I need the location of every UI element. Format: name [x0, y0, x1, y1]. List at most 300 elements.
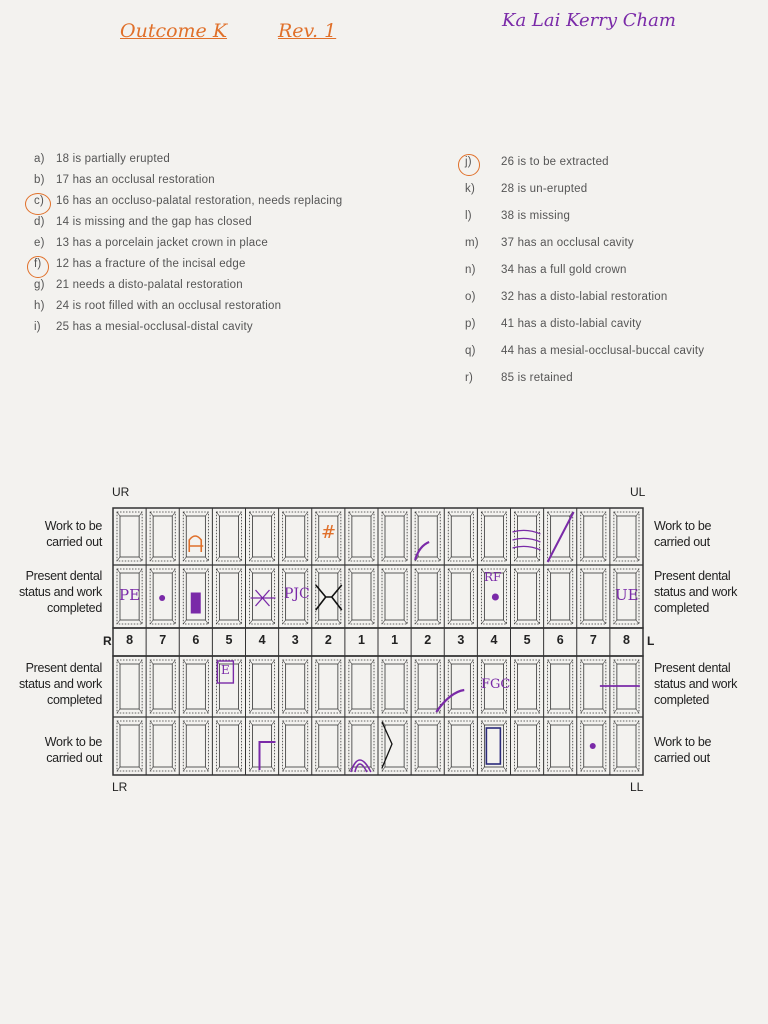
tooth-surface-line	[305, 721, 308, 725]
tooth-surface-line	[205, 767, 208, 771]
tooth-surface-line	[183, 512, 186, 516]
tooth-surface-line	[239, 512, 242, 516]
tooth-surface-line	[305, 569, 308, 573]
tooth-occlusal	[286, 516, 305, 557]
tooth-surface	[150, 660, 175, 713]
tooth-occlusal	[319, 573, 338, 620]
tooth-surface	[117, 660, 142, 713]
tooth-surface-line	[537, 569, 540, 573]
tooth-surface	[581, 660, 606, 713]
tooth-surface-line	[239, 709, 242, 713]
tooth-surface-line	[636, 660, 639, 664]
tooth-surface-line	[316, 620, 319, 624]
tooth-surface	[316, 660, 341, 713]
tooth-surface-line	[448, 660, 451, 664]
tooth-surface	[117, 512, 142, 561]
question-text: 14 is missing and the gap has closed	[56, 216, 252, 228]
tooth-number: 2	[424, 633, 432, 647]
tooth-surface-line	[272, 512, 275, 516]
tooth-surface-line	[117, 767, 120, 771]
tooth-surface	[349, 721, 374, 771]
extraction-mark	[548, 512, 574, 562]
restoration-mark	[189, 536, 203, 552]
annotation-ue: UE	[615, 586, 639, 604]
annotation-pe: PE	[119, 586, 141, 604]
tooth-surface-line	[239, 569, 242, 573]
tooth-surface-line	[349, 557, 352, 561]
side-r-label: R	[103, 634, 112, 648]
question-letter: l)	[465, 210, 472, 222]
tooth-surface-line	[415, 721, 418, 725]
disto-palatal-mark	[415, 542, 429, 560]
tooth-surface-line	[570, 721, 573, 725]
tooth-surface-line	[139, 709, 142, 713]
tooth-surface-line	[504, 620, 507, 624]
tooth-surface-line	[481, 557, 484, 561]
tooth-surface-line	[139, 620, 142, 624]
question-item	[34, 321, 253, 333]
question-text: 44 has a mesial-occlusal-buccal cavity	[501, 345, 705, 357]
tooth-surface	[382, 721, 407, 771]
question-item	[465, 372, 573, 384]
tooth-surface	[150, 721, 175, 771]
question-text: 21 needs a disto-palatal restoration	[56, 279, 243, 291]
tooth-surface-line	[537, 709, 540, 713]
question-letter: r)	[465, 372, 474, 384]
disto-labial-restoration-mark	[436, 690, 464, 712]
tooth-surface-line	[504, 709, 507, 713]
tooth-surface-line	[515, 557, 518, 561]
tooth-surface-line	[338, 709, 341, 713]
tooth-surface-line	[250, 512, 253, 516]
tooth-surface-line	[272, 767, 275, 771]
tooth-surface	[614, 721, 639, 771]
tooth-surface-line	[548, 620, 551, 624]
tooth-surface	[183, 512, 208, 561]
tooth-surface-line	[404, 557, 407, 561]
tooth-surface-line	[603, 620, 606, 624]
tooth-surface-line	[338, 557, 341, 561]
tooth-surface	[481, 721, 506, 771]
tooth-surface-line	[382, 767, 385, 771]
tooth-surface-line	[371, 569, 374, 573]
tooth-surface	[581, 569, 606, 624]
tooth-surface-line	[250, 767, 253, 771]
tooth-surface-line	[415, 660, 418, 664]
tooth-surface	[250, 512, 275, 561]
tooth-surface-line	[603, 660, 606, 664]
tooth-surface-line	[636, 767, 639, 771]
question-text: 13 has a porcelain jacket crown in place	[56, 237, 268, 249]
question-text: 12 has a fracture of the incisal edge	[56, 258, 246, 270]
tooth-surface-line	[305, 767, 308, 771]
question-item	[465, 183, 587, 195]
question-item	[465, 210, 570, 222]
tooth-occlusal	[484, 516, 503, 557]
tooth-surface-line	[172, 557, 175, 561]
tooth-surface-line	[481, 660, 484, 664]
tooth-surface-line	[515, 709, 518, 713]
tooth-surface-line	[603, 721, 606, 725]
question-item	[465, 291, 667, 303]
tooth-occlusal	[286, 664, 305, 709]
question-text: 37 has an occlusal cavity	[501, 237, 634, 249]
tooth-surface-line	[504, 512, 507, 516]
row-label-left-1: Work to be carried out	[44, 519, 102, 549]
tooth-number: 6	[556, 633, 564, 647]
question-letter: f)	[34, 258, 42, 270]
tooth-surface-line	[172, 569, 175, 573]
tooth-occlusal	[484, 725, 503, 767]
tooth-surface-line	[150, 620, 153, 624]
tooth-number: 3	[291, 633, 299, 647]
tooth-surface-line	[437, 512, 440, 516]
question-letter: o)	[465, 291, 476, 303]
tooth-surface-line	[205, 569, 208, 573]
tooth-surface-line	[415, 767, 418, 771]
tooth-surface-line	[139, 660, 142, 664]
tooth-occlusal	[352, 725, 371, 767]
tooth-surface	[415, 721, 440, 771]
tooth-surface-line	[404, 767, 407, 771]
tooth-surface-line	[614, 767, 617, 771]
tooth-surface-line	[272, 721, 275, 725]
lower-chart-frame	[113, 656, 643, 775]
tooth-occlusal	[584, 664, 603, 709]
tooth-occlusal	[584, 573, 603, 620]
tooth-surface-line	[481, 709, 484, 713]
tooth-surface-line	[349, 767, 352, 771]
tooth-surface-line	[250, 660, 253, 664]
tooth-number: 1	[391, 633, 399, 647]
tooth-surface-line	[150, 557, 153, 561]
tooth-surface-line	[515, 620, 518, 624]
tooth-surface-line	[603, 557, 606, 561]
question-letter: e)	[34, 237, 45, 249]
fracture-mark	[316, 585, 342, 610]
tooth-surface-line	[470, 660, 473, 664]
tooth-surface-line	[338, 620, 341, 624]
tooth-surface-line	[371, 721, 374, 725]
tooth-occlusal	[219, 573, 238, 620]
tooth-surface-line	[216, 557, 219, 561]
tooth-surface-line	[371, 620, 374, 624]
tooth-surface-line	[371, 512, 374, 516]
mob-cavity-mark	[260, 742, 276, 770]
tooth-surface-line	[117, 557, 120, 561]
full-gold-crown-mark	[486, 728, 500, 764]
tooth-occlusal	[385, 573, 404, 620]
question-letter: k)	[465, 183, 475, 195]
question-text: 25 has a mesial-occlusal-distal cavity	[56, 321, 253, 333]
tooth-surface-line	[470, 721, 473, 725]
tooth-surface-line	[316, 709, 319, 713]
tooth-occlusal	[153, 516, 172, 557]
question-letter: i)	[34, 321, 41, 333]
tooth-surface-line	[581, 767, 584, 771]
tooth-occlusal	[617, 664, 636, 709]
tooth-surface-line	[305, 709, 308, 713]
tooth-surface-line	[150, 767, 153, 771]
tooth-surface-line	[448, 569, 451, 573]
tooth-surface-line	[250, 709, 253, 713]
tooth-surface-line	[437, 557, 440, 561]
tooth-surface-line	[515, 569, 518, 573]
tooth-surface-line	[614, 709, 617, 713]
tooth-surface	[614, 660, 639, 713]
tooth-number: 1	[357, 633, 365, 647]
tooth-surface-line	[448, 512, 451, 516]
tooth-surface	[349, 569, 374, 624]
tooth-surface-line	[504, 557, 507, 561]
tooth-surface-line	[205, 620, 208, 624]
tooth-surface-line	[504, 721, 507, 725]
tooth-surface-line	[614, 557, 617, 561]
upper-chart-frame	[113, 508, 643, 628]
tooth-surface-line	[371, 660, 374, 664]
tooth-surface-line	[515, 767, 518, 771]
tooth-number: 8	[622, 633, 630, 647]
row-label-right-2: Present dental status and work completed	[654, 569, 738, 615]
tooth-surface	[548, 660, 573, 713]
tooth-surface-line	[504, 569, 507, 573]
tooth-surface-line	[216, 767, 219, 771]
tooth-surface-line	[603, 569, 606, 573]
tooth-occlusal	[352, 573, 371, 620]
tooth-occlusal	[352, 664, 371, 709]
tooth-occlusal	[451, 664, 470, 709]
tooth-surface	[448, 512, 473, 561]
tooth-surface-line	[205, 709, 208, 713]
tooth-surface-line	[570, 709, 573, 713]
occlusal-cavity-mark	[159, 595, 165, 601]
tooth-surface-line	[570, 512, 573, 516]
question-item	[465, 264, 627, 276]
tooth-number: 2	[324, 633, 332, 647]
tooth-occlusal	[385, 664, 404, 709]
occlusal-restoration-mark	[191, 593, 200, 613]
tooth-surface-line	[404, 512, 407, 516]
tooth-surface-line	[283, 620, 286, 624]
question-item	[34, 300, 281, 312]
tooth-surface	[515, 721, 540, 771]
tooth-surface	[150, 512, 175, 561]
row-label-right-3: Present dental status and work completed	[654, 661, 738, 707]
tooth-surface-line	[404, 620, 407, 624]
tooth-surface	[415, 512, 440, 561]
incisal-mark	[382, 722, 392, 768]
tooth-surface-line	[470, 512, 473, 516]
row-label-left-4: Work to be carried out	[44, 735, 102, 765]
tooth-surface-line	[316, 569, 319, 573]
tooth-surface	[614, 512, 639, 561]
tooth-surface-line	[216, 512, 219, 516]
tooth-surface	[216, 569, 241, 624]
tooth-occlusal	[186, 573, 205, 620]
question-item	[34, 258, 246, 270]
tooth-surface-line	[283, 660, 286, 664]
tooth-surface-line	[537, 557, 540, 561]
tooth-surface	[250, 569, 275, 624]
selected-question-marker	[25, 193, 51, 215]
tooth-surface-line	[437, 709, 440, 713]
tooth-surface-line	[415, 620, 418, 624]
tooth-surface-line	[504, 660, 507, 664]
disto-labial-cavity-mark	[351, 760, 371, 772]
tooth-surface-line	[183, 569, 186, 573]
tooth-surface-line	[448, 721, 451, 725]
tooth-surface-line	[636, 569, 639, 573]
occlusal-cavity-mark	[590, 743, 596, 749]
tooth-surface-line	[239, 767, 242, 771]
tooth-surface	[548, 512, 573, 561]
quadrant-ur-label: UR	[112, 485, 130, 499]
tooth-occlusal	[319, 725, 338, 767]
tooth-surface-line	[448, 620, 451, 624]
tooth-surface-line	[537, 512, 540, 516]
tooth-surface-line	[382, 660, 385, 664]
tooth-surface-line	[636, 721, 639, 725]
tooth-occlusal	[584, 725, 603, 767]
tooth-surface-line	[614, 512, 617, 516]
tooth-surface	[448, 660, 473, 713]
tooth-surface-line	[272, 660, 275, 664]
outcome-title: Outcome K	[120, 20, 228, 42]
question-text: 85 is retained	[501, 372, 573, 384]
annotation-e: E	[221, 663, 230, 677]
tooth-surface	[250, 721, 275, 771]
question-item	[34, 195, 342, 207]
row-label-left-2: Present dental status and work completed	[18, 569, 102, 615]
tooth-surface-line	[283, 512, 286, 516]
tooth-surface	[183, 660, 208, 713]
tooth-surface-line	[338, 721, 341, 725]
tooth-occlusal	[219, 516, 238, 557]
tooth-surface-line	[338, 569, 341, 573]
tooth-surface-line	[636, 620, 639, 624]
tooth-surface	[283, 512, 308, 561]
tooth-occlusal	[253, 725, 272, 767]
tooth-surface-line	[603, 512, 606, 516]
question-item	[34, 174, 215, 186]
tooth-occlusal	[451, 725, 470, 767]
tooth-surface-line	[239, 620, 242, 624]
question-letter: b)	[34, 174, 45, 186]
tooth-surface-line	[183, 767, 186, 771]
question-text: 28 is un-erupted	[501, 183, 588, 195]
tooth-surface-line	[570, 660, 573, 664]
mod-cavity-mark	[513, 530, 541, 550]
tooth-occlusal	[551, 573, 570, 620]
tooth-surface-line	[537, 767, 540, 771]
tooth-surface-line	[515, 660, 518, 664]
tooth-surface-line	[581, 721, 584, 725]
tooth-surface-line	[216, 660, 219, 664]
tooth-surface-line	[481, 620, 484, 624]
question-item	[465, 156, 609, 168]
tooth-surface-line	[316, 660, 319, 664]
root-filled-mark	[492, 594, 499, 601]
tooth-surface-line	[382, 620, 385, 624]
question-item	[34, 279, 243, 291]
tooth-number: 7	[159, 633, 167, 647]
question-item	[465, 345, 704, 357]
tooth-surface-line	[305, 620, 308, 624]
tooth-surface-line	[404, 660, 407, 664]
tooth-surface-line	[404, 569, 407, 573]
tooth-surface	[415, 569, 440, 624]
tooth-surface	[548, 721, 573, 771]
tooth-surface	[216, 512, 241, 561]
row-label-right-4: Work to be carried out	[654, 735, 712, 765]
tooth-surface-line	[183, 660, 186, 664]
tooth-surface-line	[570, 557, 573, 561]
tooth-surface-line	[150, 709, 153, 713]
tooth-surface	[316, 721, 341, 771]
tooth-surface-line	[183, 709, 186, 713]
tooth-occlusal	[418, 573, 437, 620]
tooth-surface-line	[603, 767, 606, 771]
tooth-number: 4	[490, 633, 498, 647]
tooth-surface-line	[283, 569, 286, 573]
tooth-surface-line	[614, 660, 617, 664]
question-item	[34, 237, 268, 249]
tooth-surface-line	[216, 569, 219, 573]
tooth-surface-line	[548, 721, 551, 725]
tooth-surface-line	[117, 709, 120, 713]
tooth-surface-line	[614, 569, 617, 573]
tooth-surface-line	[283, 721, 286, 725]
tooth-occlusal	[418, 516, 437, 557]
tooth-surface-line	[172, 767, 175, 771]
tooth-number: 6	[192, 633, 200, 647]
question-text: 16 has an occluso-palatal restoration, needs replacing	[56, 195, 343, 207]
tooth-surface-line	[183, 721, 186, 725]
tooth-surface-line	[382, 512, 385, 516]
annotation-rf: RF	[484, 570, 502, 584]
tooth-surface-line	[581, 709, 584, 713]
tooth-surface-line	[603, 709, 606, 713]
row-label-left-3: Present dental status and work completed	[18, 661, 102, 707]
row-label-right-1: Work to be carried out	[654, 519, 712, 549]
question-text: 38 is missing	[501, 210, 571, 222]
tooth-surface-line	[239, 557, 242, 561]
tooth-surface-line	[504, 767, 507, 771]
tooth-surface	[316, 569, 341, 624]
tooth-surface-line	[117, 721, 120, 725]
tooth-surface-line	[172, 721, 175, 725]
tooth-surface	[382, 569, 407, 624]
tooth-occlusal	[186, 725, 205, 767]
question-text: 18 is partially erupted	[56, 153, 170, 165]
student-name: Ka Lai Kerry Cham	[502, 10, 676, 31]
question-letter: d)	[34, 216, 45, 228]
tooth-surface-line	[437, 620, 440, 624]
tooth-occlusal	[186, 516, 205, 557]
tooth-surface-line	[481, 512, 484, 516]
tooth-surface-line	[117, 620, 120, 624]
tooth-surface-line	[415, 557, 418, 561]
tooth-surface-line	[183, 620, 186, 624]
tooth-occlusal	[518, 573, 537, 620]
tooth-surface-line	[316, 557, 319, 561]
tooth-number: 5	[225, 633, 233, 647]
tooth-occlusal	[518, 725, 537, 767]
tooth-surface-line	[338, 660, 341, 664]
tooth-surface-line	[205, 512, 208, 516]
tooth-surface-line	[150, 721, 153, 725]
tooth-occlusal	[385, 516, 404, 557]
